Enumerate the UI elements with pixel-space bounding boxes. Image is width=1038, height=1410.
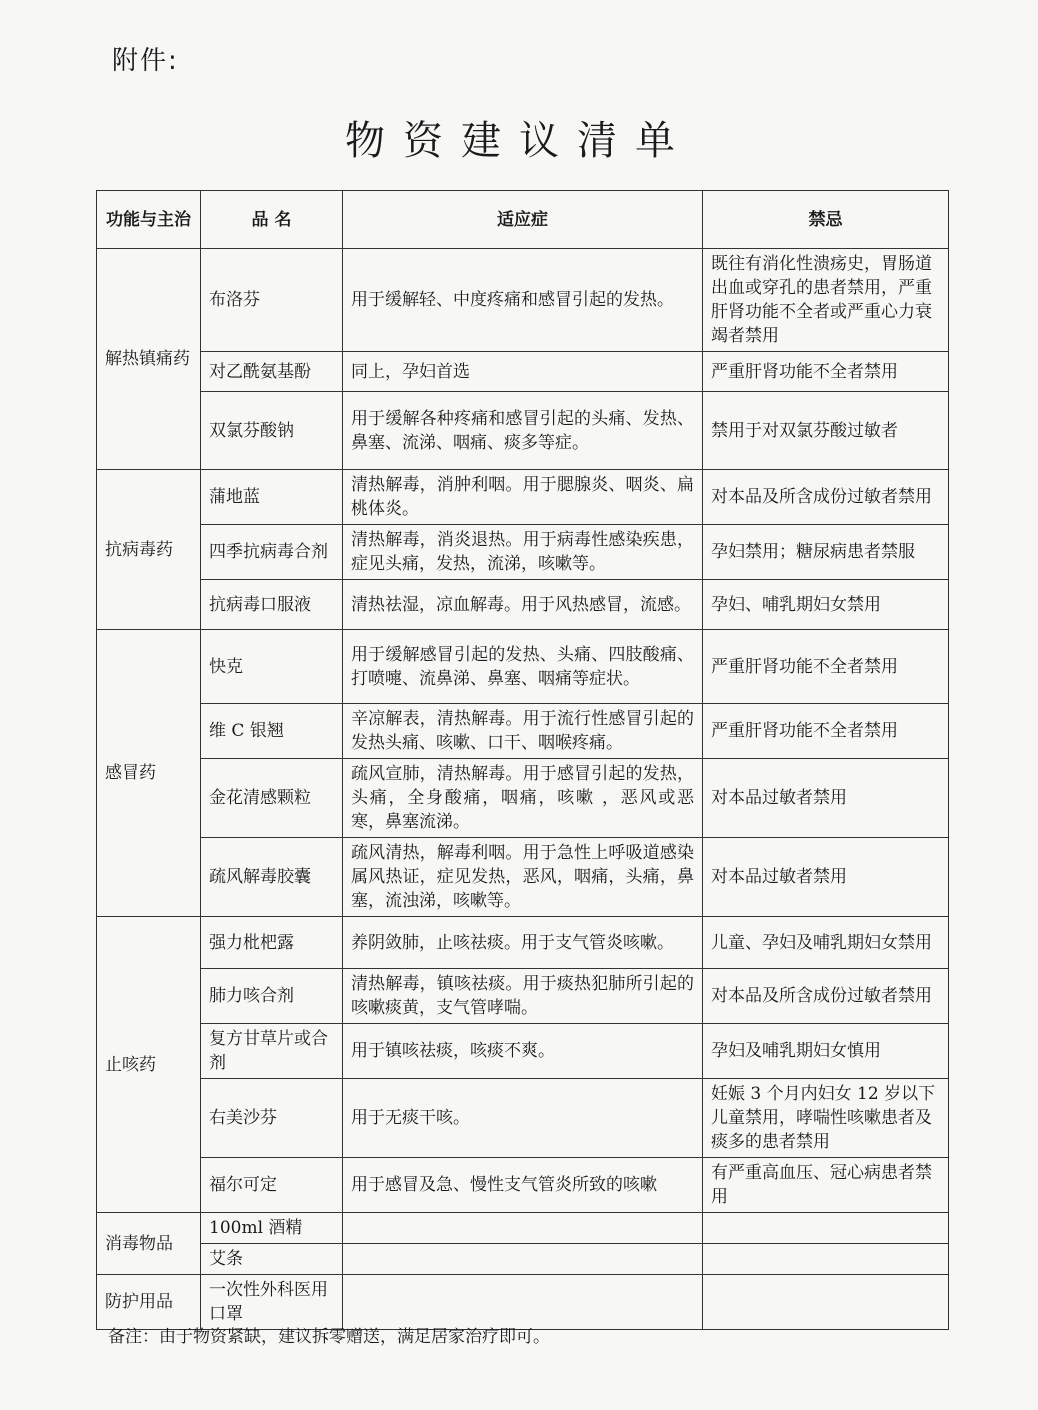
table-row (97, 470, 949, 525)
drug-name: 四季抗病毒合剂 (201, 525, 343, 580)
contraindication-cell: 严重肝肾功能不全者禁用 (703, 352, 949, 392)
category-cell: 止咳药 (97, 917, 201, 1213)
drug-name: 艾条 (201, 1244, 343, 1275)
drug-name: 快克 (201, 630, 343, 704)
header-category: 功能与主治 (97, 191, 201, 249)
table-row (97, 525, 949, 580)
indication-cell: 同上，孕妇首选 (343, 352, 703, 392)
table-row (97, 630, 949, 704)
contraindication-cell: 严重肝肾功能不全者禁用 (703, 630, 949, 704)
drug-name: 一次性外科医用口罩 (201, 1275, 343, 1330)
table-row (97, 1158, 949, 1213)
drug-name: 100ml 酒精 (201, 1213, 343, 1244)
indication-cell: 疏风宣肺，清热解毒。用于感冒引起的发热，头痛，全身酸痛，咽痛，咳嗽 ，恶风或恶寒，鼻塞流涕。 (343, 759, 703, 838)
table-row (97, 969, 949, 1024)
table-row (97, 917, 949, 969)
table-row (97, 352, 949, 392)
drug-name: 布洛芬 (201, 249, 343, 352)
header-contraindication: 禁忌 (703, 191, 949, 249)
category-cell: 感冒药 (97, 630, 201, 917)
table-row (97, 1024, 949, 1079)
category-cell: 消毒物品 (97, 1213, 201, 1275)
header-indication: 适应症 (343, 191, 703, 249)
indication-cell: 用于缓解轻、中度疼痛和感冒引起的发热。 (343, 249, 703, 352)
contraindication-cell (703, 1244, 949, 1275)
table-row (97, 704, 949, 759)
indication-cell: 清热解毒，消炎退热。用于病毒性感染疾患，症见头痛，发热，流涕，咳嗽等。 (343, 525, 703, 580)
indication-cell: 疏风清热，解毒利咽。用于急性上呼吸道感染属风热证，症见发热，恶风，咽痛，头痛，鼻塞，流浊涕，咳嗽等。 (343, 838, 703, 917)
drug-name: 抗病毒口服液 (201, 580, 343, 630)
indication-cell: 用于缓解感冒引起的发热、头痛、四肢酸痛、打喷嚏、流鼻涕、鼻塞、咽痛等症状。 (343, 630, 703, 704)
contraindication-cell (703, 1213, 949, 1244)
page-title: 物资建议清单 (345, 117, 693, 164)
table-row (97, 580, 949, 630)
drug-name: 肺力咳合剂 (201, 969, 343, 1024)
contraindication-cell: 既往有消化性溃疡史，胃肠道出血或穿孔的患者禁用，严重肝肾功能不全者或严重心力衰竭者禁用 (703, 249, 949, 352)
indication-cell (343, 1244, 703, 1275)
supply-table (96, 190, 949, 1330)
contraindication-cell: 孕妇禁用；糖尿病患者禁服 (703, 525, 949, 580)
contraindication-cell: 孕妇及哺乳期妇女慎用 (703, 1024, 949, 1079)
footnote: 备注：由于物资紧缺，建议拆零赠送，满足居家治疗即可。 (108, 1327, 550, 1347)
contraindication-cell: 严重肝肾功能不全者禁用 (703, 704, 949, 759)
contraindication-cell (703, 1275, 949, 1330)
indication-cell: 用于缓解各种疼痛和感冒引起的头痛、发热、鼻塞、流涕、咽痛、痰多等症。 (343, 392, 703, 470)
drug-name: 金花清感颗粒 (201, 759, 343, 838)
contraindication-cell: 对本品及所含成份过敏者禁用 (703, 470, 949, 525)
indication-cell: 用于感冒及急、慢性支气管炎所致的咳嗽 (343, 1158, 703, 1213)
indication-cell: 辛凉解表，清热解毒。用于流行性感冒引起的发热头痛、咳嗽、口干、咽喉疼痛。 (343, 704, 703, 759)
drug-name: 对乙酰氨基酚 (201, 352, 343, 392)
contraindication-cell: 禁用于对双氯芬酸过敏者 (703, 392, 949, 470)
category-cell: 抗病毒药 (97, 470, 201, 630)
table-row (97, 249, 949, 352)
drug-name: 疏风解毒胶囊 (201, 838, 343, 917)
drug-name: 复方甘草片或合剂 (201, 1024, 343, 1079)
table-row (97, 1244, 949, 1275)
header-name: 品 名 (201, 191, 343, 249)
table-row (97, 1213, 949, 1244)
indication-cell: 用于镇咳祛痰，咳痰不爽。 (343, 1024, 703, 1079)
contraindication-cell: 对本品过敏者禁用 (703, 759, 949, 838)
category-cell: 解热镇痛药 (97, 249, 201, 470)
indication-cell: 清热祛湿，凉血解毒。用于风热感冒，流感。 (343, 580, 703, 630)
table-row (97, 1079, 949, 1158)
indication-cell: 清热解毒，镇咳祛痰。用于痰热犯肺所引起的咳嗽痰黄，支气管哮喘。 (343, 969, 703, 1024)
drug-name: 维 C 银翘 (201, 704, 343, 759)
indication-cell: 清热解毒，消肿利咽。用于腮腺炎、咽炎、扁桃体炎。 (343, 470, 703, 525)
attachment-label: 附件: (112, 46, 179, 76)
drug-name: 强力枇杷露 (201, 917, 343, 969)
drug-name: 福尔可定 (201, 1158, 343, 1213)
table-row (97, 838, 949, 917)
indication-cell: 养阴敛肺，止咳祛痰。用于支气管炎咳嗽。 (343, 917, 703, 969)
drug-name: 双氯芬酸钠 (201, 392, 343, 470)
category-cell: 防护用品 (97, 1275, 201, 1330)
contraindication-cell: 对本品过敏者禁用 (703, 838, 949, 917)
table-row (97, 392, 949, 470)
contraindication-cell: 妊娠 3 个月内妇女 12 岁以下儿童禁用，哮喘性咳嗽患者及痰多的患者禁用 (703, 1079, 949, 1158)
indication-cell: 用于无痰干咳。 (343, 1079, 703, 1158)
contraindication-cell: 儿童、孕妇及哺乳期妇女禁用 (703, 917, 949, 969)
contraindication-cell: 对本品及所含成份过敏者禁用 (703, 969, 949, 1024)
table-header-row (97, 191, 949, 249)
table-row (97, 759, 949, 838)
indication-cell (343, 1213, 703, 1244)
drug-name: 右美沙芬 (201, 1079, 343, 1158)
drug-name: 蒲地蓝 (201, 470, 343, 525)
contraindication-cell: 孕妇、哺乳期妇女禁用 (703, 580, 949, 630)
contraindication-cell: 有严重高血压、冠心病患者禁用 (703, 1158, 949, 1213)
